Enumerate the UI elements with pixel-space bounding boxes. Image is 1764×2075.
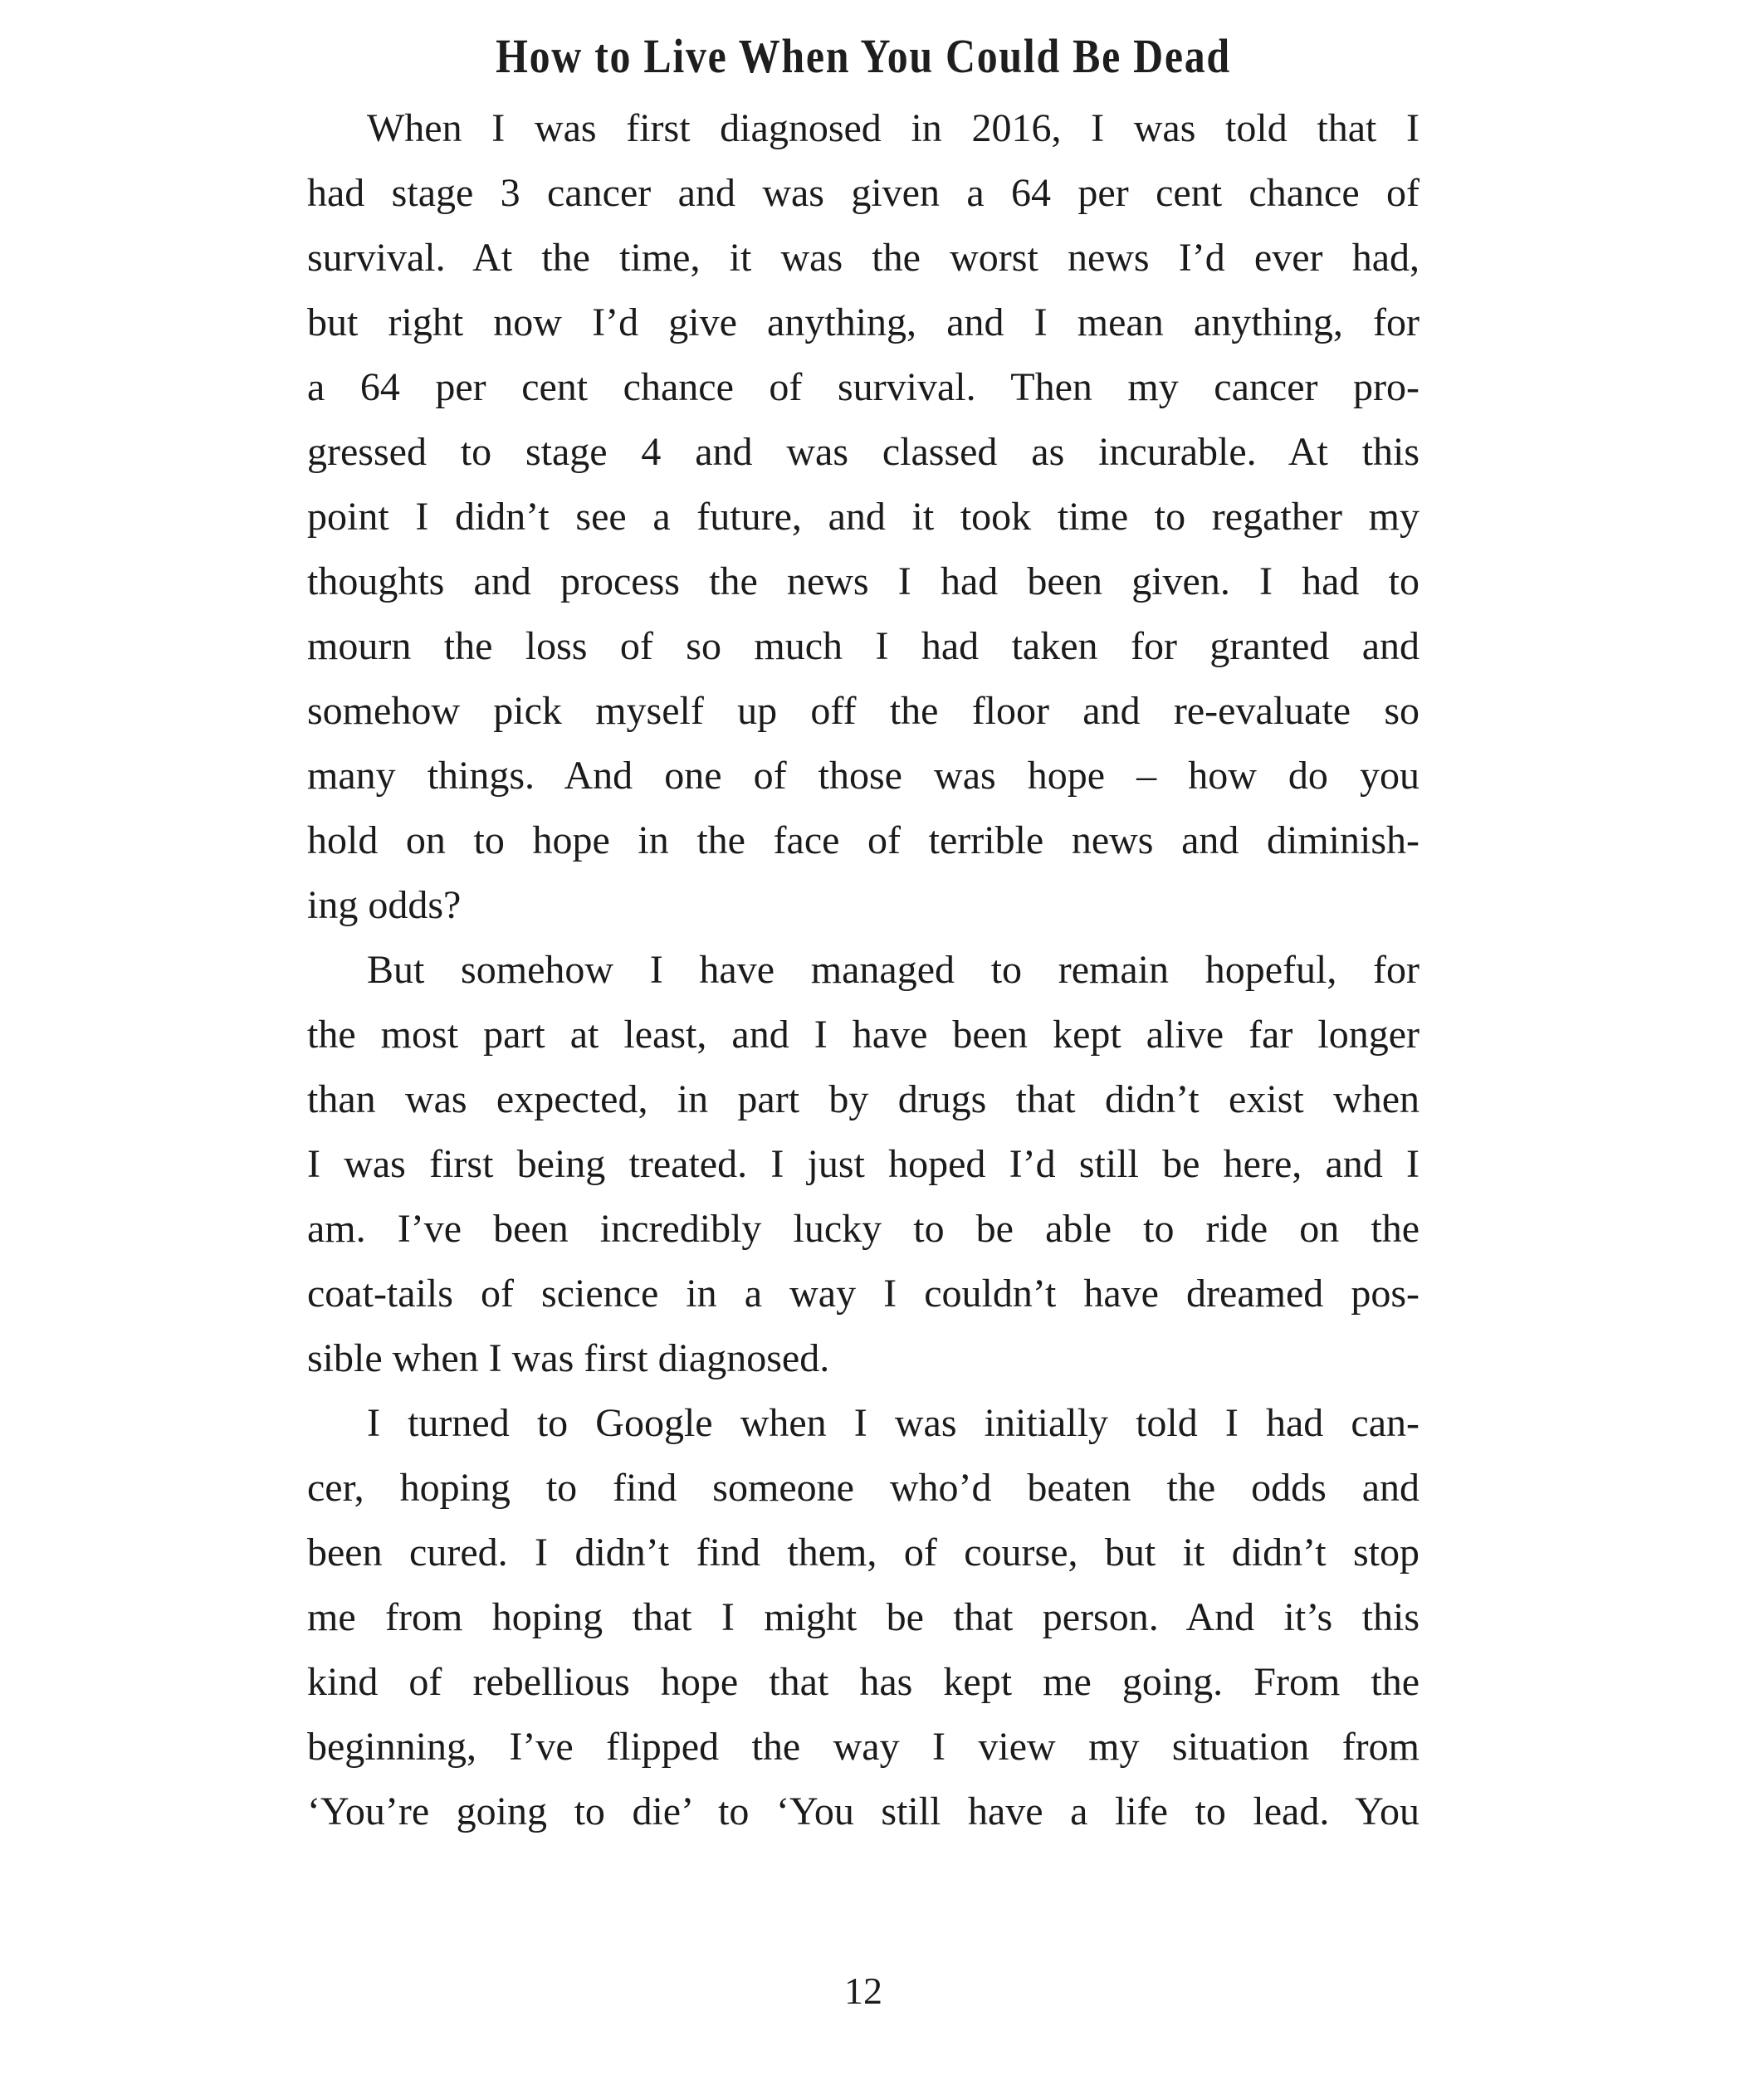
text-line: am. I’ve been incredibly lucky to be able to ride on the xyxy=(307,1207,1420,1251)
text-line: But somehow I have managed to remain hopeful, for xyxy=(367,948,1420,992)
text-line: many things. And one of those was hope – how do you xyxy=(307,754,1420,798)
text-line: cer, hoping to find someone who’d beaten the odds and xyxy=(307,1466,1420,1510)
text-line: ‘You’re going to die’ to ‘You still have a life to lead. You xyxy=(307,1789,1420,1833)
text-line: survival. At the time, it was the worst news I’d ever had, xyxy=(307,236,1420,280)
text-line: I turned to Google when I was initially told I had can- xyxy=(367,1401,1420,1445)
text-line: I was first being treated. I just hoped I’d still be here, and I xyxy=(307,1142,1420,1186)
text-line: but right now I’d give anything, and I mean anything, for xyxy=(307,300,1420,344)
text-line: coat-tails of science in a way I couldn’t have dreamed pos- xyxy=(307,1272,1420,1316)
text-line: sible when I was first diagnosed. xyxy=(307,1336,830,1380)
paragraph xyxy=(307,938,1420,1391)
paragraph xyxy=(307,1391,1420,1844)
page-number: 12 xyxy=(844,1970,882,2012)
text-line: somehow pick myself up off the floor and re-evaluate so xyxy=(307,689,1420,733)
text-line: the most part at least, and I have been kept alive far longer xyxy=(307,1013,1420,1057)
text-line: kind of rebellious hope that has kept me going. From the xyxy=(307,1660,1420,1704)
text-line: been cured. I didn’t find them, of course, but it didn’t stop xyxy=(307,1531,1420,1575)
running-header: How to Live When You Could Be Dead xyxy=(496,29,1231,83)
text-line: a 64 per cent chance of survival. Then my cancer pro- xyxy=(307,365,1420,409)
text-line: beginning, I’ve flipped the way I view my situation from xyxy=(307,1725,1420,1769)
text-line: hold on to hope in the face of terrible news and diminish- xyxy=(307,818,1420,862)
text-line: than was expected, in part by drugs that didn’t exist when xyxy=(307,1077,1420,1121)
text-line: mourn the loss of so much I had taken for granted and xyxy=(307,624,1420,668)
text-line: When I was first diagnosed in 2016, I was told that I xyxy=(367,106,1420,150)
text-line: gressed to stage 4 and was classed as incurable. At this xyxy=(307,430,1420,474)
paragraph xyxy=(307,96,1420,938)
text-line: ing odds? xyxy=(307,883,462,927)
text-line: thoughts and process the news I had been given. I had to xyxy=(307,559,1420,603)
text-line: me from hoping that I might be that person. And it’s this xyxy=(307,1595,1420,1639)
page-body xyxy=(307,96,1420,1844)
text-line: had stage 3 cancer and was given a 64 per cent chance of xyxy=(307,171,1420,215)
text-line: point I didn’t see a future, and it took time to regather my xyxy=(307,495,1420,539)
